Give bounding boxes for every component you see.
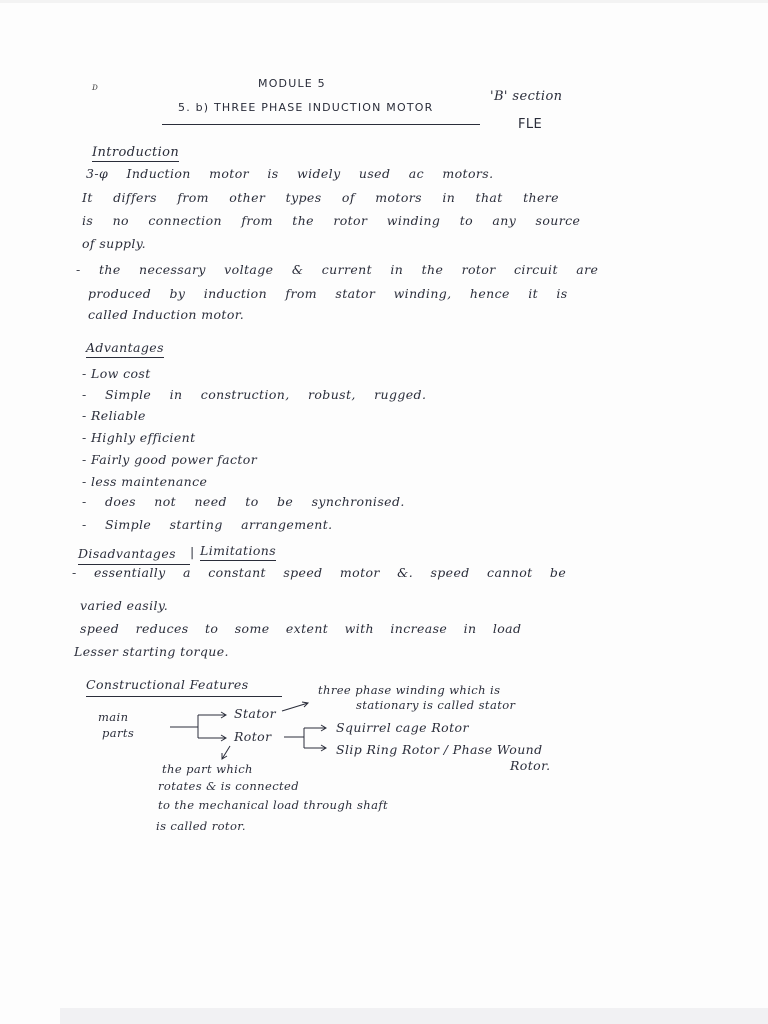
rotor-note: the part which <box>162 762 253 776</box>
stator-label: Stator <box>234 706 276 721</box>
stator-note: stationary is called stator <box>356 698 516 712</box>
main-parts-label: parts <box>102 726 135 740</box>
heading-separator: | <box>190 544 195 559</box>
stator-note-arrowhead <box>302 702 308 707</box>
rotor-note: is called rotor. <box>156 819 246 833</box>
rotor-note-arrow <box>222 746 230 759</box>
disadvantage-line: varied easily. <box>80 598 169 613</box>
constructional-heading: Constructional Features <box>86 677 249 692</box>
rotor-label: Rotor <box>234 729 272 744</box>
limitations-heading: Limitations <box>200 545 276 561</box>
intro-line: produced by induction from stator winding, hence it is <box>88 286 568 301</box>
title-underline <box>162 124 480 125</box>
advantage-item: - Reliable <box>82 408 146 423</box>
advantages-heading: Advantages <box>86 342 164 358</box>
advantage-item: - Fairly good power factor <box>82 452 258 467</box>
main-parts-label: main <box>98 710 129 724</box>
disadvantages-heading: Disadvantages <box>78 546 176 561</box>
intro-line: of supply. <box>82 236 146 251</box>
rotor-branch-arrowhead <box>221 735 226 741</box>
disadvantage-line: Lesser starting torque. <box>74 644 229 659</box>
section-label: 'B' section <box>490 89 563 104</box>
stator-branch-arrowhead <box>221 712 226 718</box>
stator-note: three phase winding which is <box>318 683 501 697</box>
intro-line: 3-φ Induction motor is widely used ac motors. <box>86 166 494 181</box>
intro-line: - the necessary voltage & current in the rotor circuit are <box>76 262 599 277</box>
slip-ring-arrowhead <box>321 745 326 751</box>
rotor-note: rotates & is connected <box>158 779 300 793</box>
branch-label: FLE <box>518 117 543 132</box>
stator-note-arrow <box>282 703 308 711</box>
page-title: 5. b) THREE PHASE INDUCTION MOTOR <box>178 101 434 114</box>
margin-scribble: ᴅ <box>92 82 98 93</box>
disadvantage-line: speed reduces to some extent with increase in load <box>80 621 522 636</box>
introduction-heading: Introduction <box>92 145 180 160</box>
rotor-type-squirrel-cage: Squirrel cage Rotor <box>336 720 469 735</box>
rotor-note: to the mechanical load through shaft <box>158 798 389 812</box>
constructional-underline <box>86 696 282 697</box>
advantage-item: - Low cost <box>82 366 151 381</box>
rotor-type-slip-ring: Slip Ring Rotor / Phase Wound <box>336 742 543 757</box>
rotor-type-slip-ring: Rotor. <box>510 758 551 773</box>
advantage-item: - does not need to be synchronised. <box>82 494 405 509</box>
advantage-item: - Highly efficient <box>82 430 196 445</box>
advantage-item: - Simple starting arrangement. <box>82 517 333 532</box>
intro-line: It differs from other types of motors in that there <box>82 190 559 205</box>
module-label: MODULE 5 <box>258 77 326 90</box>
rotor-note-arrowhead <box>222 753 227 759</box>
scan-edge-top <box>0 0 768 3</box>
intro-line: called Induction motor. <box>88 307 245 322</box>
advantage-item: - Simple in construction, robust, rugged. <box>82 387 427 402</box>
advantage-item: - less maintenance <box>82 474 208 489</box>
intro-line: is no connection from the rotor winding to any source <box>82 213 581 228</box>
disadvantage-line: - essentially a constant speed motor &. speed cannot be <box>72 565 567 580</box>
squirrel-cage-arrowhead <box>321 725 326 731</box>
scan-edge-bottom <box>60 1008 768 1024</box>
